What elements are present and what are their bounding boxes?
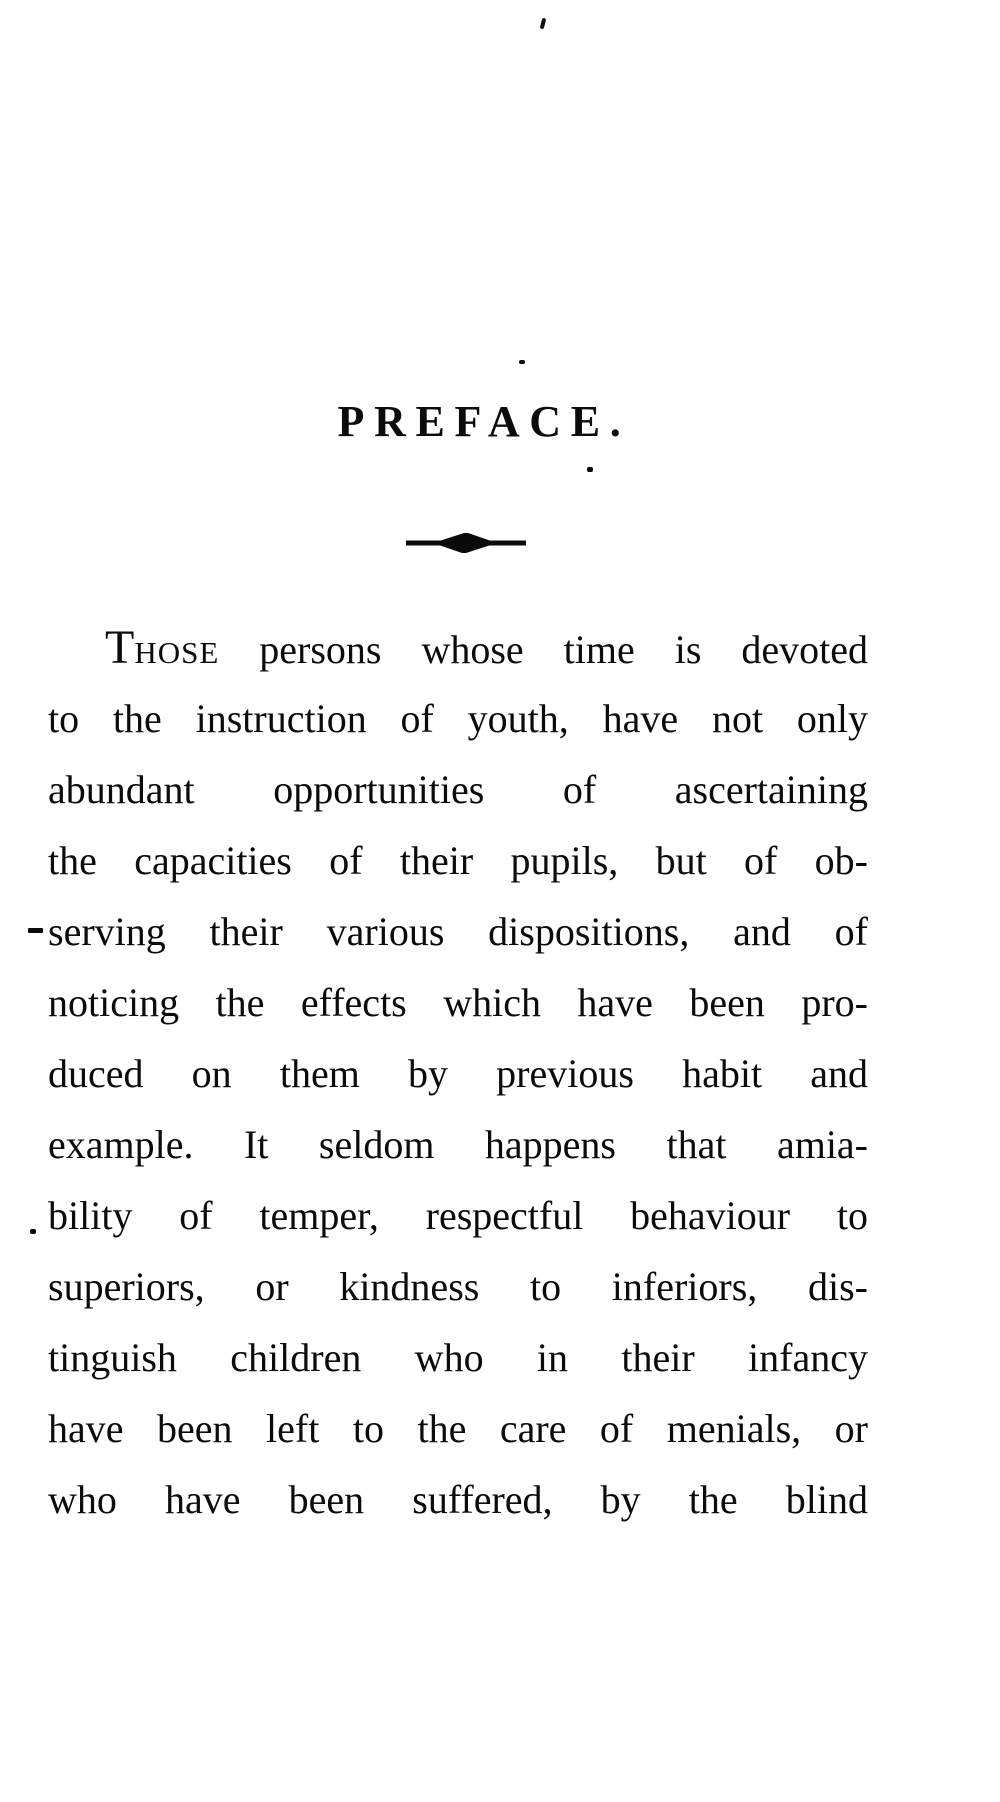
- text-line: serving their various dispositions, and of: [48, 909, 868, 954]
- ink-speck: [28, 928, 43, 933]
- swelled-rule-icon: [406, 532, 526, 554]
- text-line: example. It seldom happens that amia-: [48, 1122, 868, 1167]
- text-line: duced on them by previous habit and: [48, 1051, 868, 1096]
- line-text: persons whose time is devoted: [259, 627, 868, 672]
- text-line: noticing the effects which have been pro-: [48, 980, 868, 1025]
- text-line: have been left to the care of menials, or: [48, 1406, 868, 1451]
- ink-speck: [30, 1229, 36, 1234]
- preface-paragraph: [48, 612, 868, 1535]
- text-line: abundant opportunities of ascertaining: [48, 767, 868, 812]
- lead-capital: T: [105, 621, 135, 674]
- ink-speck: [519, 360, 525, 364]
- text-line: the capacities of their pupils, but of ob-: [48, 838, 868, 883]
- ink-speck: [540, 18, 547, 30]
- text-line: bility of temper, respectful behaviour to: [48, 1193, 868, 1238]
- text-line: superiors, or kindness to inferiors, dis-: [48, 1264, 868, 1309]
- text-line: to the instruction of youth, have not only: [48, 696, 868, 741]
- ink-speck: [587, 467, 593, 472]
- text-line: who have been suffered, by the blind: [48, 1477, 868, 1522]
- small-caps-word: HOSE: [134, 635, 220, 670]
- text-line: tinguish children who in their infancy: [48, 1335, 868, 1380]
- page-title: PREFACE.: [337, 397, 631, 446]
- text-line: [48, 612, 868, 683]
